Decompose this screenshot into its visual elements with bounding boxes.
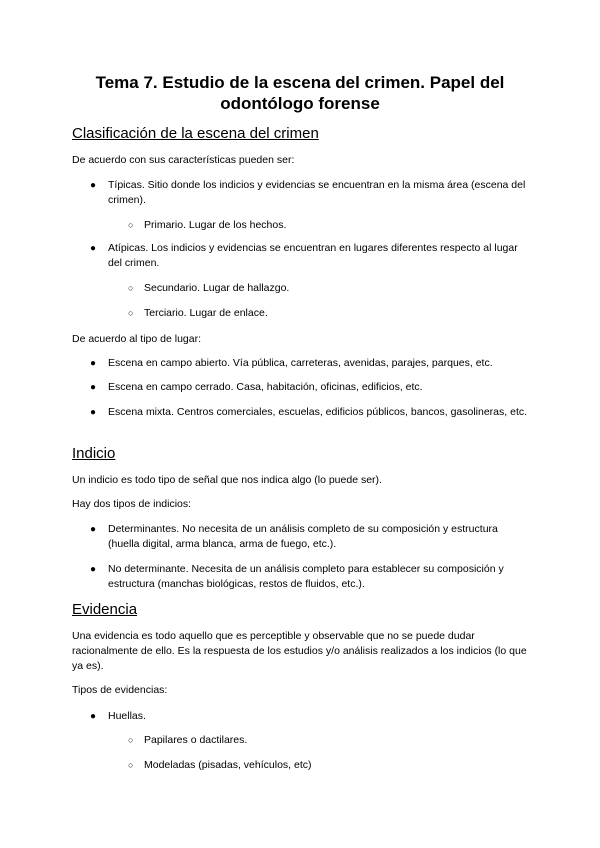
paragraph: Una evidencia es todo aquello que es perceptible y observable que no se puede dudar racionalmente de ello. Es la respuesta de los estudios y/o análisis realizados a los indicios (lo que ya es).	[72, 630, 527, 672]
page-title: Tema 7. Estudio de la escena del crimen. Papel del odontólogo forense	[95, 73, 505, 113]
bullet-icon: ●	[90, 382, 97, 393]
circle-bullet-icon: ○	[128, 283, 134, 293]
bullet-icon: ●	[90, 180, 97, 191]
circle-bullet-icon: ○	[128, 220, 134, 230]
list-item: Escena en campo abierto. Vía pública, carreteras, avenidas, parajes, parques, etc.	[108, 357, 493, 369]
bullet-icon: ●	[90, 243, 97, 254]
paragraph: Tipos de evidencias:	[72, 684, 168, 696]
list-item: Secundario. Lugar de hallazgo.	[144, 282, 290, 294]
list-item: Papilares o dactilares.	[144, 734, 248, 746]
section-heading-clasificacion: Clasificación de la escena del crimen	[72, 125, 319, 142]
list-item: Huellas.	[108, 710, 146, 722]
paragraph: Hay dos tipos de indicios:	[72, 498, 192, 510]
paragraph: Un indicio es todo tipo de señal que nos indica algo (lo puede ser).	[72, 474, 382, 486]
list-item: No determinante. Necesita de un análisis completo para establecer su composición y estructura (manchas biológicas, restos de fluidos, etc.).	[108, 563, 504, 590]
bullet-icon: ●	[90, 564, 97, 575]
list-item: Típicas. Sitio donde los indicios y evidencias se encuentran en la misma área (escena del crimen).	[108, 179, 526, 206]
list-item: Determinantes. No necesita de un análisis completo de su composición y estructura (huella digital, arma blanca, arma de fuego, etc.).	[108, 523, 498, 550]
bullet-icon: ●	[90, 407, 97, 418]
bullet-icon: ●	[90, 711, 97, 722]
circle-bullet-icon: ○	[128, 760, 134, 770]
list-item: Escena en campo cerrado. Casa, habitación, oficinas, edificios, etc.	[108, 381, 423, 393]
bullet-icon: ●	[90, 524, 97, 535]
list-item: Escena mixta. Centros comerciales, escuelas, edificios públicos, bancos, gasolineras, etc.	[108, 406, 528, 418]
section-heading-evidencia: Evidencia	[72, 601, 138, 618]
section-heading-indicio: Indicio	[72, 445, 116, 462]
circle-bullet-icon: ○	[128, 308, 134, 318]
list-item: Atípicas. Los indicios y evidencias se encuentran en lugares diferentes respecto al lugar del crimen.	[108, 242, 518, 269]
list-item: Terciario. Lugar de enlace.	[144, 307, 268, 319]
circle-bullet-icon: ○	[128, 735, 134, 745]
paragraph: De acuerdo al tipo de lugar:	[72, 333, 201, 345]
bullet-icon: ●	[90, 358, 97, 369]
list-item: Primario. Lugar de los hechos.	[144, 219, 287, 231]
list-item: Modeladas (pisadas, vehículos, etc)	[144, 759, 312, 771]
paragraph: De acuerdo con sus características pueden ser:	[72, 154, 295, 166]
